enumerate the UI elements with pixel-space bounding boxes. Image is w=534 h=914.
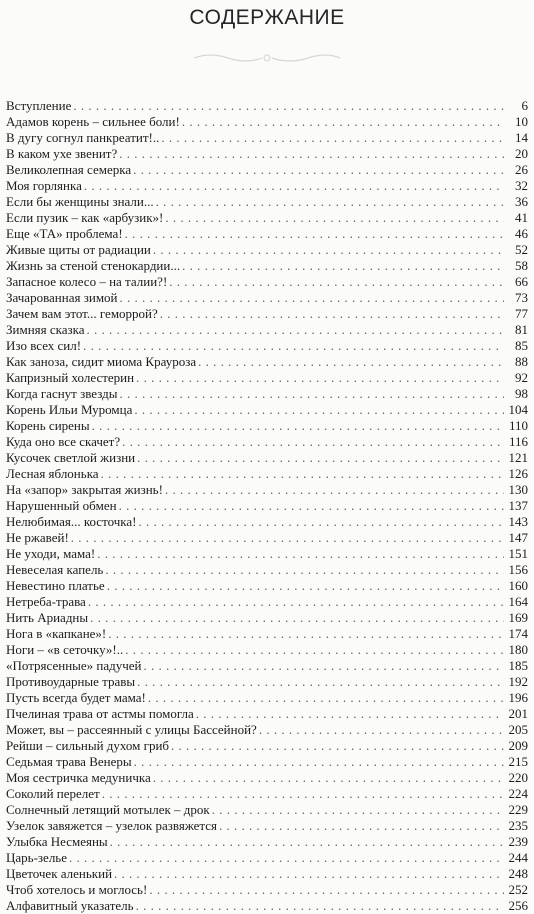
dot-leader	[101, 466, 504, 482]
dot-leader	[119, 146, 504, 162]
toc-entry-page: 81	[515, 322, 528, 337]
toc-entry-title: Нарушенный обмен	[6, 498, 117, 513]
toc-entry	[6, 642, 528, 658]
toc-entry-page: 185	[508, 658, 528, 673]
toc-entry-page: 46	[515, 226, 528, 241]
toc-entry	[6, 514, 528, 530]
toc-entry-title: Не ржавей!	[6, 530, 69, 545]
toc-entry-page: 10	[515, 114, 528, 129]
toc-entry-title: Солнечный летящий мотылек – дрок	[6, 802, 210, 817]
toc-entry-page: 229	[508, 802, 528, 817]
toc-entry-title: Нетреба-трава	[6, 594, 86, 609]
floral-ornament-icon	[190, 52, 344, 64]
dot-leader	[71, 530, 504, 546]
dot-leader	[165, 210, 504, 226]
toc-entry-page: 73	[515, 290, 528, 305]
toc-entry-page: 98	[515, 386, 528, 401]
dot-leader	[196, 706, 504, 722]
toc-entry-page: 235	[508, 818, 528, 833]
toc-entry-page: 88	[515, 354, 528, 369]
dot-leader	[149, 882, 504, 898]
toc-entry-page: 20	[515, 146, 528, 161]
toc-entry-title: Рейши – сильный духом гриб	[6, 738, 170, 753]
toc-entry-title: Невестино платье	[6, 578, 105, 593]
toc-entry	[6, 450, 528, 466]
toc-entry-title: Цветочек аленький	[6, 866, 113, 881]
toc-entry-title: Пусть всегда будет мама!	[6, 690, 146, 705]
toc-entry-title: Куда оно все скачет?	[6, 434, 121, 449]
toc-entry	[6, 194, 528, 210]
dot-leader	[83, 338, 504, 354]
toc-entry-page: 121	[508, 450, 528, 465]
toc-entry	[6, 610, 528, 626]
toc-entry	[6, 818, 528, 834]
dot-leader	[198, 354, 504, 370]
toc-entry	[6, 418, 528, 434]
toc-entry	[6, 738, 528, 754]
toc-entry-page: 85	[515, 338, 528, 353]
toc-entry	[6, 754, 528, 770]
toc-entry	[6, 882, 528, 898]
dot-leader	[110, 834, 504, 850]
toc-entry-title: Как заноза, сидит миома Крауроза	[6, 354, 197, 369]
toc-entry	[6, 770, 528, 786]
toc-entry	[6, 306, 528, 322]
toc-entry-title: Зачарованная зимой	[6, 290, 118, 305]
toc-entry	[6, 386, 528, 402]
toc-entry-page: 52	[515, 242, 528, 257]
toc-entry-title: Изо всех сил!	[6, 338, 82, 353]
toc-entry-page: 126	[508, 466, 528, 481]
toc-entry-title: На «запор» закрытая жизнь!	[6, 482, 163, 497]
dot-leader	[102, 786, 504, 802]
toc-entry-title: Нога в «капкане»!	[6, 626, 107, 641]
toc-entry-page: 58	[515, 258, 528, 273]
toc-entry	[6, 290, 528, 306]
dot-leader	[125, 642, 504, 658]
toc-entry	[6, 466, 528, 482]
toc-entry-title: Нелюбимая... косточка!	[6, 514, 137, 529]
dot-leader	[259, 722, 504, 738]
toc-entry-page: 143	[508, 514, 528, 529]
toc-entry	[6, 258, 528, 274]
toc-entry-title: Ноги – «в сеточку»!..	[6, 642, 124, 657]
toc-entry	[6, 482, 528, 498]
dot-leader	[119, 386, 504, 402]
toc-entry-page: 201	[508, 706, 528, 721]
dot-leader	[153, 242, 504, 258]
toc-entry-title: Царь-зелье	[6, 850, 68, 865]
toc-entry	[6, 674, 528, 690]
toc-entry-title: Жизнь за стеной стенокардии...	[6, 258, 181, 273]
toc-entry-title: Узелок завяжется – узелок развяжется	[6, 818, 218, 833]
toc-entry	[6, 354, 528, 370]
toc-entry	[6, 114, 528, 130]
toc-entry-title: В дугу согнул панкреатит!..	[6, 130, 160, 145]
toc-entry-title: Улыбка Несмеяны	[6, 834, 108, 849]
dot-leader	[73, 98, 504, 114]
toc-entry-title: Корень сирены	[6, 418, 90, 433]
dot-leader	[144, 658, 504, 674]
dot-leader	[165, 482, 504, 498]
toc-entry-page: 252	[508, 882, 528, 897]
toc-entry-title: Когда гаснут звезды	[6, 386, 118, 401]
toc-entry-page: 110	[508, 418, 528, 433]
toc-entry-title: Лесная яблонька	[6, 466, 99, 481]
toc-entry-title: Не уходи, мама!	[6, 546, 96, 561]
toc-entry-page: 239	[508, 834, 528, 849]
toc-entry-page: 215	[508, 754, 528, 769]
toc-entry-page: 224	[508, 786, 528, 801]
dot-leader	[137, 450, 504, 466]
toc-entry	[6, 226, 528, 242]
toc-entry	[6, 434, 528, 450]
toc-entry	[6, 866, 528, 882]
toc-entry-title: Зачем вам этот... геморрой?	[6, 306, 158, 321]
toc-entry-title: Невеселая капель	[6, 562, 104, 577]
toc-entry	[6, 338, 528, 354]
toc-entry	[6, 658, 528, 674]
toc-entry	[6, 146, 528, 162]
dot-leader	[69, 850, 504, 866]
toc-entry-title: Капризный холестерин	[6, 370, 135, 385]
dot-leader	[182, 114, 504, 130]
dot-leader	[219, 818, 504, 834]
toc-entry-page: 169	[508, 610, 528, 625]
toc-entry	[6, 274, 528, 290]
toc-entry-page: 36	[515, 194, 528, 209]
dot-leader	[171, 738, 504, 754]
toc-entry	[6, 322, 528, 338]
dot-leader	[161, 130, 504, 146]
toc-entry-page: 196	[508, 690, 528, 705]
toc-entry-title: Вступление	[6, 98, 72, 113]
dot-leader	[134, 754, 504, 770]
table-of-contents	[6, 98, 528, 914]
dot-leader	[84, 178, 504, 194]
page-title: СОДЕРЖАНИЕ	[189, 6, 345, 29]
dot-leader	[136, 370, 504, 386]
toc-entry-page: 220	[508, 770, 528, 785]
toc-entry-title: Моя сестричка медуничка	[6, 770, 151, 785]
toc-entry-page: 209	[508, 738, 528, 753]
toc-entry-title: Зимняя сказка	[6, 322, 85, 337]
toc-entry	[6, 162, 528, 178]
toc-entry-title: Алфавитный указатель	[6, 898, 134, 913]
dot-leader	[212, 802, 504, 818]
dot-leader	[160, 306, 504, 322]
toc-entry	[6, 850, 528, 866]
toc-entry-page: 14	[515, 130, 528, 145]
dot-leader	[120, 290, 505, 306]
toc-entry-page: 116	[508, 434, 528, 449]
toc-entry-title: Корень Ильи Муромца	[6, 402, 133, 417]
toc-entry-page: 147	[508, 530, 528, 545]
toc-entry	[6, 130, 528, 146]
toc-entry-title: Соколий перелет	[6, 786, 100, 801]
toc-entry-page: 32	[515, 178, 528, 193]
toc-entry	[6, 706, 528, 722]
toc-entry-page: 151	[508, 546, 528, 561]
toc-entry	[6, 626, 528, 642]
toc-entry-title: В каком ухе звенит?	[6, 146, 118, 161]
dot-leader	[156, 194, 504, 210]
toc-entry	[6, 578, 528, 594]
toc-entry-page: 174	[508, 626, 528, 641]
toc-entry	[6, 722, 528, 738]
toc-entry	[6, 530, 528, 546]
dot-leader	[169, 274, 504, 290]
dot-leader	[136, 898, 504, 914]
toc-entry-page: 137	[508, 498, 528, 513]
toc-entry-title: Если пузик – как «арбузик»!	[6, 210, 164, 225]
toc-entry	[6, 690, 528, 706]
toc-entry-page: 66	[515, 274, 528, 289]
toc-entry-title: Седьмая трава Венеры	[6, 754, 132, 769]
toc-entry-title: Моя горлянка	[6, 178, 82, 193]
toc-entry	[6, 498, 528, 514]
toc-entry-page: 156	[508, 562, 528, 577]
toc-entry-title: Нить Ариадны	[6, 610, 89, 625]
toc-entry	[6, 98, 528, 114]
toc-entry-page: 180	[508, 642, 528, 657]
dot-leader	[134, 402, 504, 418]
toc-entry-page: 192	[508, 674, 528, 689]
toc-entry-title: Пчелиная трава от астмы помогла	[6, 706, 194, 721]
toc-entry-title: Живые щиты от радиации	[6, 242, 151, 257]
dot-leader	[139, 514, 505, 530]
toc-entry-page: 104	[508, 402, 528, 417]
toc-entry-title: Кусочек светлой жизни	[6, 450, 136, 465]
toc-entry-title: Запасное колесо – на талии?!	[6, 274, 168, 289]
toc-entry	[6, 802, 528, 818]
toc-entry-page: 160	[508, 578, 528, 593]
dot-leader	[107, 578, 504, 594]
dot-leader	[122, 434, 504, 450]
toc-entry	[6, 594, 528, 610]
toc-entry-page: 205	[508, 722, 528, 737]
toc-entry-title: Еще «ТА» проблема!	[6, 226, 123, 241]
toc-entry-title: Может, вы – рассеянный с улицы Бассейной?	[6, 722, 257, 737]
toc-entry	[6, 242, 528, 258]
dot-leader	[148, 690, 504, 706]
toc-entry-page: 244	[508, 850, 528, 865]
dot-leader	[153, 770, 504, 786]
toc-entry-title: Великолепная семерка	[6, 162, 132, 177]
toc-entry-title: «Потрясенные» падучей	[6, 658, 142, 673]
toc-entry	[6, 178, 528, 194]
toc-entry	[6, 210, 528, 226]
toc-entry-page: 92	[515, 370, 528, 385]
dot-leader	[125, 226, 504, 242]
toc-entry-page: 164	[508, 594, 528, 609]
dot-leader	[90, 610, 504, 626]
toc-entry-page: 77	[515, 306, 528, 321]
dot-leader	[137, 674, 504, 690]
dot-leader	[105, 562, 504, 578]
dot-leader	[88, 594, 504, 610]
toc-entry-page: 256	[508, 898, 528, 913]
toc-entry-page: 26	[515, 162, 528, 177]
toc-entry-title: Адамов корень – сильнее боли!	[6, 114, 180, 129]
toc-entry	[6, 370, 528, 386]
toc-entry-page: 41	[515, 210, 528, 225]
toc-entry	[6, 402, 528, 418]
dot-leader	[92, 418, 504, 434]
dot-leader	[182, 258, 504, 274]
toc-entry-page: 130	[508, 482, 528, 497]
toc-entry	[6, 834, 528, 850]
toc-entry	[6, 546, 528, 562]
dot-leader	[87, 322, 504, 338]
dot-leader	[133, 162, 504, 178]
toc-entry	[6, 562, 528, 578]
toc-entry-page: 248	[508, 866, 528, 881]
toc-entry	[6, 898, 528, 914]
dot-leader	[119, 498, 504, 514]
toc-entry-title: Чтоб хотелось и моглось!	[6, 882, 148, 897]
dot-leader	[114, 866, 504, 882]
dot-leader	[108, 626, 504, 642]
toc-entry-page: 6	[521, 98, 528, 113]
toc-entry-title: Если бы женщины знали...	[6, 194, 154, 209]
toc-entry	[6, 786, 528, 802]
dot-leader	[97, 546, 504, 562]
toc-entry-title: Противоударные травы	[6, 674, 136, 689]
